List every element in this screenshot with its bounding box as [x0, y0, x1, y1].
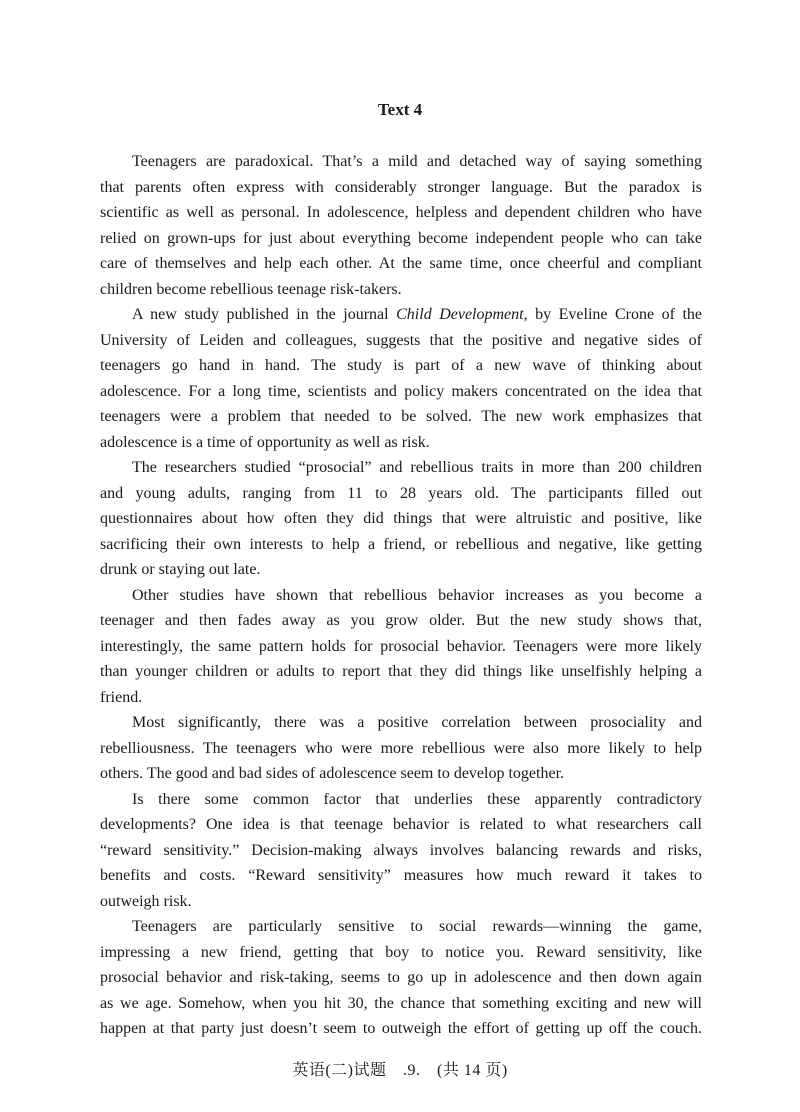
paragraph-line [100, 812, 702, 838]
paragraph-line [100, 379, 702, 405]
text-segment: that parents often express with considerably stronger language. But the paradox is [100, 178, 702, 196]
paragraph-line [100, 557, 702, 583]
paragraph-line [100, 251, 702, 277]
paragraph-line [100, 353, 702, 379]
text-segment: Other studies have shown that rebellious behavior increases as you become a [132, 586, 702, 604]
paragraph-line [100, 761, 702, 787]
text-segment: Teenagers are paradoxical. That’s a mild and detached way of saying something [132, 153, 702, 170]
paragraph-line [100, 277, 702, 303]
text-segment: and young adults, ranging from 11 to 28 years old. The participants filled out [100, 484, 702, 502]
paragraph-line [100, 914, 702, 940]
article-lines [100, 149, 702, 1042]
paragraph-line [100, 940, 702, 966]
text-segment: Teenagers are particularly sensitive to social rewards—winning the game, [132, 918, 702, 935]
text-segment: University of Leiden and colleagues, suggests that the positive and negative sides of [100, 331, 702, 349]
text-segment: others. The good and bad sides of adolescence seem to develop together. [100, 765, 565, 782]
paragraph-line [100, 659, 702, 685]
paragraph-line [100, 863, 702, 889]
paragraph-line [100, 838, 702, 864]
paragraph-line [100, 404, 702, 430]
text-segment: outweigh risk. [100, 892, 192, 910]
text-segment: “reward sensitivity.” Decision-making always involves balancing rewards and risks, [100, 841, 702, 859]
paragraph-line [100, 328, 702, 354]
text-segment: A new study published in the journal [132, 306, 397, 323]
paragraph-line [100, 226, 702, 252]
paragraph-line [100, 430, 702, 456]
text-segment: than younger children or adults to report that they did things like unselfishly helping a [100, 663, 702, 680]
paragraph-line [100, 889, 702, 915]
paragraph-line [100, 1016, 702, 1042]
text-segment: Is there some common factor that underlies these apparently contradictory [132, 790, 702, 808]
paragraph-line [100, 583, 702, 609]
paragraph-line [100, 175, 702, 201]
article-body [100, 149, 702, 1082]
paragraph-line [100, 200, 702, 226]
paragraph-line [100, 506, 702, 532]
text-segment: happen at that party just doesn’t seem to outweigh the effort of getting up off the couch. [100, 1020, 702, 1037]
paragraph-line [100, 532, 702, 558]
text-segment: The researchers studied “prosocial” and rebellious traits in more than 200 children [132, 459, 702, 476]
text-segment: drunk or staying out late. [100, 561, 261, 578]
paragraph-line [100, 710, 702, 736]
paragraph-line [100, 685, 702, 711]
text-segment: children become rebellious teenage risk-takers. [100, 280, 402, 298]
paragraph-line [100, 634, 702, 660]
text-segment: questionnaires about how often they did things that were altruistic and positive, like [100, 510, 702, 527]
paragraph-line [100, 965, 702, 991]
text-segment: interestingly, the same pattern holds for prosocial behavior. Teenagers were more likely [100, 637, 702, 655]
paragraph-line [100, 991, 702, 1017]
section-title: Text 4 [377, 100, 423, 119]
text-segment: friend. [100, 688, 143, 706]
text-segment: care of themselves and help each other. At the same time, once cheerful and compliant [100, 255, 702, 272]
journal-title: Child Development [396, 306, 524, 323]
text-segment: impressing a new friend, getting that boy to notice you. Reward sensitivity, like [100, 943, 702, 961]
page-footer: 英语(二)试题 .9. (共 14 页) [292, 1061, 508, 1079]
paragraph-line [100, 149, 702, 175]
paragraph-line [100, 608, 702, 634]
text-segment: rebelliousness. The teenagers who were more rebellious were also more likely to help [100, 739, 702, 757]
text-segment: adolescence is a time of opportunity as well as risk. [100, 433, 430, 451]
paragraph-line [100, 787, 702, 813]
text-segment: sacrificing their own interests to help a friend, or rebellious and negative, like getting [100, 535, 702, 553]
text-segment: teenagers were a problem that needed to be solved. The new work emphasizes that [100, 408, 702, 425]
text-segment: , by Eveline Crone of the [523, 306, 703, 323]
text-segment: prosocial behavior and risk-taking, seems to go up in adolescence and then down again [100, 969, 702, 986]
text-segment: teenagers go hand in hand. The study is part of a new wave of thinking about [100, 357, 702, 374]
paragraph-line [100, 481, 702, 507]
text-segment: developments? One idea is that teenage behavior is related to what researchers call [100, 816, 702, 833]
paragraph-line [100, 302, 702, 328]
text-segment: scientific as well as personal. In adolescence, helpless and dependent children who have [100, 204, 702, 221]
text-segment: adolescence. For a long time, scientists and policy makers concentrated on the idea that [100, 382, 702, 400]
text-segment: Most significantly, there was a positive correlation between prosociality and [132, 714, 702, 731]
text-segment: teenager and then fades away as you grow older. But the new study shows that, [100, 612, 702, 629]
text-segment: relied on grown-ups for just about everything become independent people who can take [100, 229, 702, 247]
paragraph-line [100, 736, 702, 762]
paragraph-line [100, 455, 702, 481]
text-segment: benefits and costs. “Reward sensitivity” measures how much reward it takes to [100, 867, 702, 884]
text-segment: as we age. Somehow, when you hit 30, the chance that something exciting and new will [100, 994, 702, 1012]
